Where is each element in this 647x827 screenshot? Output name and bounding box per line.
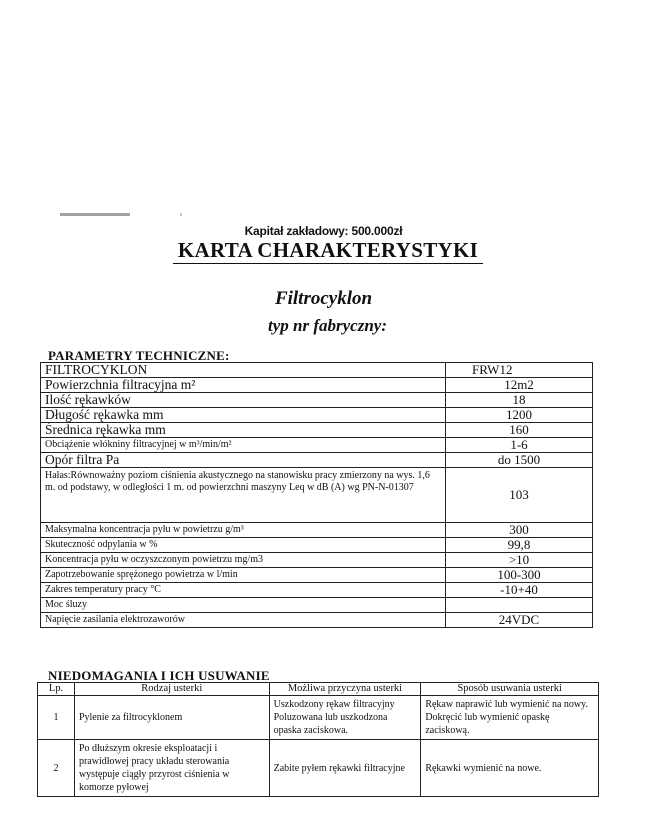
param-row bbox=[41, 423, 593, 438]
company-capital: Kapitał zakładowy: 500.000zł bbox=[244, 224, 403, 238]
params-heading: PARAMETRY TECHNICZNE: bbox=[48, 348, 230, 363]
faults-header-row bbox=[38, 683, 599, 696]
fault-fix: Rękawki wymienić na nowe. bbox=[421, 740, 599, 797]
param-value: 18 bbox=[446, 393, 593, 408]
param-value: 99,8 bbox=[446, 538, 593, 553]
param-value: 1-6 bbox=[446, 438, 593, 453]
document-title: KARTA CHARAKTERYSTYKI bbox=[173, 238, 483, 264]
param-row bbox=[41, 468, 593, 523]
param-name: Obciążenie włókniny filtracyjnej w m³/min/m² bbox=[41, 438, 446, 453]
faults-table bbox=[37, 682, 599, 797]
param-row bbox=[41, 378, 593, 393]
param-row bbox=[41, 583, 593, 598]
param-name: Hałas:Równoważny poziom ciśnienia akustycznego na stanowisku pracy zmierzony na wys. 1,6 m. od podstawy, w odległości 1 m. od powierzchni maszyny Leq w dB (A) wg PN-N-01307 bbox=[41, 468, 446, 523]
param-row bbox=[41, 363, 593, 378]
param-name: Opór filtra Pa bbox=[41, 453, 446, 468]
param-name: Zapotrzebowanie sprężonego powietrza w l/min bbox=[41, 568, 446, 583]
param-row bbox=[41, 453, 593, 468]
col-kind: Rodzaj usterki bbox=[74, 683, 269, 696]
param-row bbox=[41, 538, 593, 553]
fault-fix: Rękaw naprawić lub wymienić na nowy. Dokręcić lub wymienić opaskę zaciskową. bbox=[421, 696, 599, 740]
param-value: 24VDC bbox=[446, 613, 593, 628]
param-value bbox=[446, 598, 593, 613]
param-row bbox=[41, 438, 593, 453]
param-value: >10 bbox=[446, 553, 593, 568]
param-row bbox=[41, 408, 593, 423]
param-name: Ilość rękawków bbox=[41, 393, 446, 408]
param-row bbox=[41, 568, 593, 583]
param-name: Zakres temperatury pracy °C bbox=[41, 583, 446, 598]
param-name: FILTROCYKLON bbox=[41, 363, 446, 378]
fault-row bbox=[38, 740, 599, 797]
fault-row bbox=[38, 696, 599, 740]
col-cause: Możliwa przyczyna usterki bbox=[269, 683, 421, 696]
params-table bbox=[40, 362, 593, 628]
param-row bbox=[41, 553, 593, 568]
param-row bbox=[41, 598, 593, 613]
type-serial-line: typ nr fabryczny: bbox=[268, 316, 387, 335]
param-value: 103 bbox=[446, 468, 593, 523]
fault-lp: 2 bbox=[38, 740, 75, 797]
param-value: 160 bbox=[446, 423, 593, 438]
param-value: 12m2 bbox=[446, 378, 593, 393]
param-value: 100-300 bbox=[446, 568, 593, 583]
param-value: do 1500 bbox=[446, 453, 593, 468]
param-name: Skuteczność odpylania w % bbox=[41, 538, 446, 553]
param-name: Koncentracja pyłu w oczyszczonym powietrzu mg/m3 bbox=[41, 553, 446, 568]
param-name: Długość rękawka mm bbox=[41, 408, 446, 423]
param-row bbox=[41, 613, 593, 628]
param-value: 1200 bbox=[446, 408, 593, 423]
param-name: Powierzchnia filtracyjna m² bbox=[41, 378, 446, 393]
param-value: -10+40 bbox=[446, 583, 593, 598]
scan-edge-artifact bbox=[60, 213, 560, 216]
faults-heading: NIEDOMAGANIA I ICH USUWANIE bbox=[48, 668, 270, 683]
param-row bbox=[41, 393, 593, 408]
param-name: Maksymalna koncentracja pyłu w powietrzu g/m³ bbox=[41, 523, 446, 538]
fault-kind: Po dłuższym okresie eksploatacji i prawidłowej pracy układu sterowania występuje ciągły przyrost ciśnienia w komorze pyłowej bbox=[74, 740, 269, 797]
fault-kind: Pylenie za filtrocyklonem bbox=[74, 696, 269, 740]
param-name: Średnica rękawka mm bbox=[41, 423, 446, 438]
param-value: 300 bbox=[446, 523, 593, 538]
param-name: Moc śluzy bbox=[41, 598, 446, 613]
param-name: Napięcie zasilania elektrozaworów bbox=[41, 613, 446, 628]
fault-cause: Uszkodzony rękaw filtracyjny Poluzowana lub uszkodzona opaska zaciskowa. bbox=[269, 696, 421, 740]
param-value: FRW12 bbox=[446, 363, 593, 378]
col-fix: Sposób usuwania usterki bbox=[421, 683, 599, 696]
col-lp: Lp. bbox=[38, 683, 75, 696]
fault-lp: 1 bbox=[38, 696, 75, 740]
param-row bbox=[41, 523, 593, 538]
product-name: Filtrocyklon bbox=[274, 288, 373, 309]
fault-cause: Zabite pyłem rękawki filtracyjne bbox=[269, 740, 421, 797]
